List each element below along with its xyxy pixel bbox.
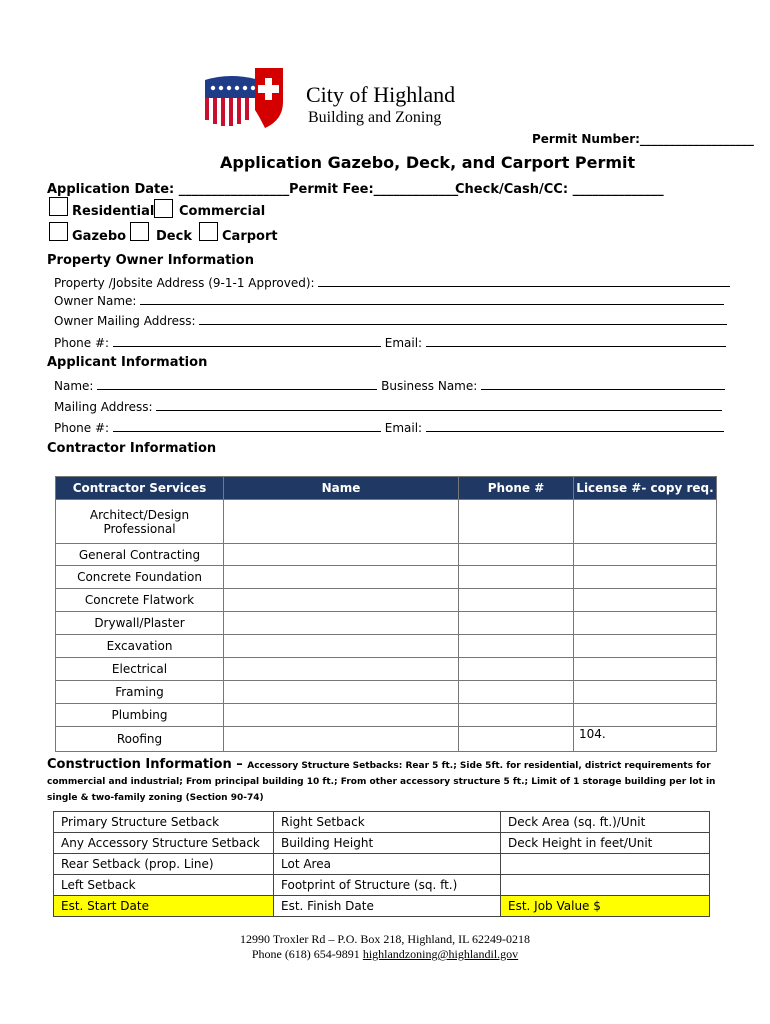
table-row bbox=[56, 612, 717, 635]
setback-cell[interactable]: Deck Area (sq. ft.)/Unit bbox=[501, 812, 710, 833]
applicant-mailing-input[interactable] bbox=[156, 399, 722, 411]
owner-mailing-row bbox=[54, 313, 727, 328]
setback-note: Accessory Structure Setbacks: Rear 5 ft.; Side 5ft. for residential, district requirements for commercial and industrial; From principal building 10 ft.; From other accessory structure 5 ft.; Limit of 1 storage building per lot in single & two-family zoning (Section 90-74) bbox=[47, 761, 716, 803]
applicant-section-heading: Applicant Information bbox=[47, 355, 208, 370]
table-row bbox=[56, 566, 717, 589]
setback-cell[interactable] bbox=[501, 854, 710, 875]
license-cell[interactable] bbox=[574, 500, 717, 544]
service-label: Electrical bbox=[56, 658, 224, 681]
jobsite-address-row bbox=[54, 275, 719, 290]
license-cell[interactable]: 104. bbox=[574, 727, 717, 752]
footer-phone: Phone (618) 654-9891 bbox=[251, 947, 363, 961]
commercial-label: Commercial bbox=[179, 204, 266, 219]
payment-method-field[interactable]: Check/Cash/CC: ______________ bbox=[455, 182, 664, 197]
license-cell[interactable] bbox=[574, 612, 717, 635]
setback-cell[interactable]: Building Height bbox=[274, 833, 501, 854]
gazebo-checkbox[interactable] bbox=[49, 222, 68, 241]
contractor-table bbox=[55, 476, 717, 752]
applicant-mailing-row bbox=[54, 399, 722, 414]
service-label: Concrete Flatwork bbox=[56, 589, 224, 612]
name-cell[interactable] bbox=[224, 589, 459, 612]
license-cell[interactable] bbox=[574, 658, 717, 681]
page-title: Application Gazebo, Deck, and Carport Permit bbox=[220, 153, 636, 172]
setback-cell[interactable]: Primary Structure Setback bbox=[54, 812, 274, 833]
business-name-input[interactable] bbox=[481, 378, 725, 390]
applicant-name-input[interactable] bbox=[97, 378, 377, 390]
carport-checkbox[interactable] bbox=[199, 222, 218, 241]
setback-cell[interactable]: Footprint of Structure (sq. ft.) bbox=[274, 875, 501, 896]
table-row bbox=[54, 833, 710, 854]
application-date-field[interactable]: Application Date: _________________ bbox=[47, 182, 290, 197]
service-label: Drywall/Plaster bbox=[56, 612, 224, 635]
deck-checkbox[interactable] bbox=[130, 222, 149, 241]
est-start-date-cell[interactable]: Est. Start Date bbox=[54, 896, 274, 917]
name-cell[interactable] bbox=[224, 704, 459, 727]
setback-cell[interactable]: Lot Area bbox=[274, 854, 501, 875]
name-cell[interactable] bbox=[224, 500, 459, 544]
name-cell[interactable] bbox=[224, 544, 459, 566]
permit-number-label[interactable]: Permit Number:___________________ bbox=[532, 132, 754, 146]
owner-email-input[interactable] bbox=[426, 335, 726, 347]
city-logo bbox=[203, 66, 285, 132]
phone-cell[interactable] bbox=[459, 658, 574, 681]
construction-info bbox=[47, 757, 722, 806]
applicant-name-row bbox=[54, 378, 725, 393]
table-row bbox=[54, 896, 710, 917]
service-label: Excavation bbox=[56, 635, 224, 658]
license-cell[interactable] bbox=[574, 704, 717, 727]
setback-cell[interactable]: Left Setback bbox=[54, 875, 274, 896]
table-row bbox=[56, 658, 717, 681]
table-row bbox=[56, 544, 717, 566]
est-job-value-cell[interactable]: Est. Job Value $ bbox=[501, 896, 710, 917]
residential-label: Residential bbox=[72, 204, 155, 219]
permit-fee-field[interactable]: Permit Fee:_____________ bbox=[289, 182, 459, 197]
owner-mailing-label: Owner Mailing Address: bbox=[54, 314, 196, 328]
service-label: Plumbing bbox=[56, 704, 224, 727]
phone-cell[interactable] bbox=[459, 500, 574, 544]
residential-checkbox[interactable] bbox=[49, 197, 68, 216]
table-row bbox=[56, 635, 717, 658]
applicant-email-label: Email: bbox=[384, 421, 423, 435]
owner-email-label: Email: bbox=[384, 336, 423, 350]
applicant-mailing-label: Mailing Address: bbox=[54, 400, 153, 414]
deck-label: Deck bbox=[156, 229, 192, 244]
est-finish-date-cell[interactable]: Est. Finish Date bbox=[274, 896, 501, 917]
name-cell[interactable] bbox=[224, 635, 459, 658]
carport-label: Carport bbox=[222, 229, 278, 244]
service-label: Architect/Design Professional bbox=[56, 500, 224, 544]
city-name: City of Highland bbox=[306, 82, 456, 107]
phone-cell[interactable] bbox=[459, 566, 574, 589]
table-row bbox=[56, 704, 717, 727]
name-cell[interactable] bbox=[224, 566, 459, 589]
gazebo-label: Gazebo bbox=[72, 229, 127, 244]
phone-cell[interactable] bbox=[459, 727, 574, 752]
col-name: Name bbox=[224, 477, 459, 500]
footer-address: 12990 Troxler Rd – P.O. Box 218, Highland, IL 62249-0218 bbox=[240, 932, 530, 946]
table-row bbox=[56, 681, 717, 704]
setback-cell[interactable]: Rear Setback (prop. Line) bbox=[54, 854, 274, 875]
owner-name-input[interactable] bbox=[140, 293, 724, 305]
owner-phone-row bbox=[54, 335, 726, 350]
phone-cell[interactable] bbox=[459, 635, 574, 658]
service-label: General Contracting bbox=[56, 544, 224, 566]
license-cell[interactable] bbox=[574, 566, 717, 589]
owner-section-heading: Property Owner Information bbox=[47, 253, 254, 268]
business-name-label: Business Name: bbox=[381, 379, 478, 393]
construction-heading: Construction Information – bbox=[47, 757, 248, 772]
table-row bbox=[56, 500, 717, 544]
name-cell[interactable] bbox=[224, 727, 459, 752]
name-cell[interactable] bbox=[224, 681, 459, 704]
owner-mailing-input[interactable] bbox=[199, 313, 727, 325]
jobsite-address-label: Property /Jobsite Address (9-1-1 Approved): bbox=[54, 276, 315, 290]
setback-cell[interactable]: Deck Height in feet/Unit bbox=[501, 833, 710, 854]
owner-phone-input[interactable] bbox=[113, 335, 381, 347]
applicant-email-input[interactable] bbox=[426, 420, 724, 432]
footer-email-link[interactable]: highlandzoning@highlandil.gov bbox=[362, 947, 519, 961]
phone-cell[interactable] bbox=[459, 589, 574, 612]
owner-phone-label: Phone #: bbox=[54, 336, 110, 350]
setback-cell[interactable] bbox=[501, 875, 710, 896]
col-phone: Phone # bbox=[459, 477, 574, 500]
license-cell[interactable] bbox=[574, 544, 717, 566]
contractor-section-heading: Contractor Information bbox=[47, 441, 217, 456]
phone-cell[interactable] bbox=[459, 612, 574, 635]
applicant-phone-input[interactable] bbox=[113, 420, 381, 432]
commercial-checkbox[interactable] bbox=[154, 199, 173, 218]
license-cell[interactable] bbox=[574, 635, 717, 658]
license-cell[interactable] bbox=[574, 589, 717, 612]
name-cell[interactable] bbox=[224, 612, 459, 635]
table-row bbox=[54, 812, 710, 833]
contractor-header-row bbox=[56, 477, 717, 500]
setback-table bbox=[53, 811, 710, 917]
setback-cell[interactable]: Any Accessory Structure Setback bbox=[54, 833, 274, 854]
col-license: License #- copy req. bbox=[574, 477, 717, 500]
applicant-phone-row bbox=[54, 420, 724, 435]
applicant-phone-label: Phone #: bbox=[54, 421, 110, 435]
table-row bbox=[56, 589, 717, 612]
applicant-name-label: Name: bbox=[54, 379, 94, 393]
col-contractor-services: Contractor Services bbox=[56, 477, 224, 500]
service-label: Roofing bbox=[56, 727, 224, 752]
owner-name-row bbox=[54, 293, 724, 308]
phone-cell[interactable] bbox=[459, 704, 574, 727]
service-label: Concrete Foundation bbox=[56, 566, 224, 589]
table-row bbox=[54, 875, 710, 896]
owner-name-label: Owner Name: bbox=[54, 294, 137, 308]
footer-contact bbox=[0, 947, 770, 962]
license-cell[interactable] bbox=[574, 681, 717, 704]
department-name: Building and Zoning bbox=[308, 109, 442, 126]
setback-cell[interactable]: Right Setback bbox=[274, 812, 501, 833]
jobsite-address-input[interactable] bbox=[318, 275, 730, 287]
table-row bbox=[56, 727, 717, 752]
phone-cell[interactable] bbox=[459, 681, 574, 704]
table-row bbox=[54, 854, 710, 875]
phone-cell[interactable] bbox=[459, 544, 574, 566]
service-label: Framing bbox=[56, 681, 224, 704]
name-cell[interactable] bbox=[224, 658, 459, 681]
